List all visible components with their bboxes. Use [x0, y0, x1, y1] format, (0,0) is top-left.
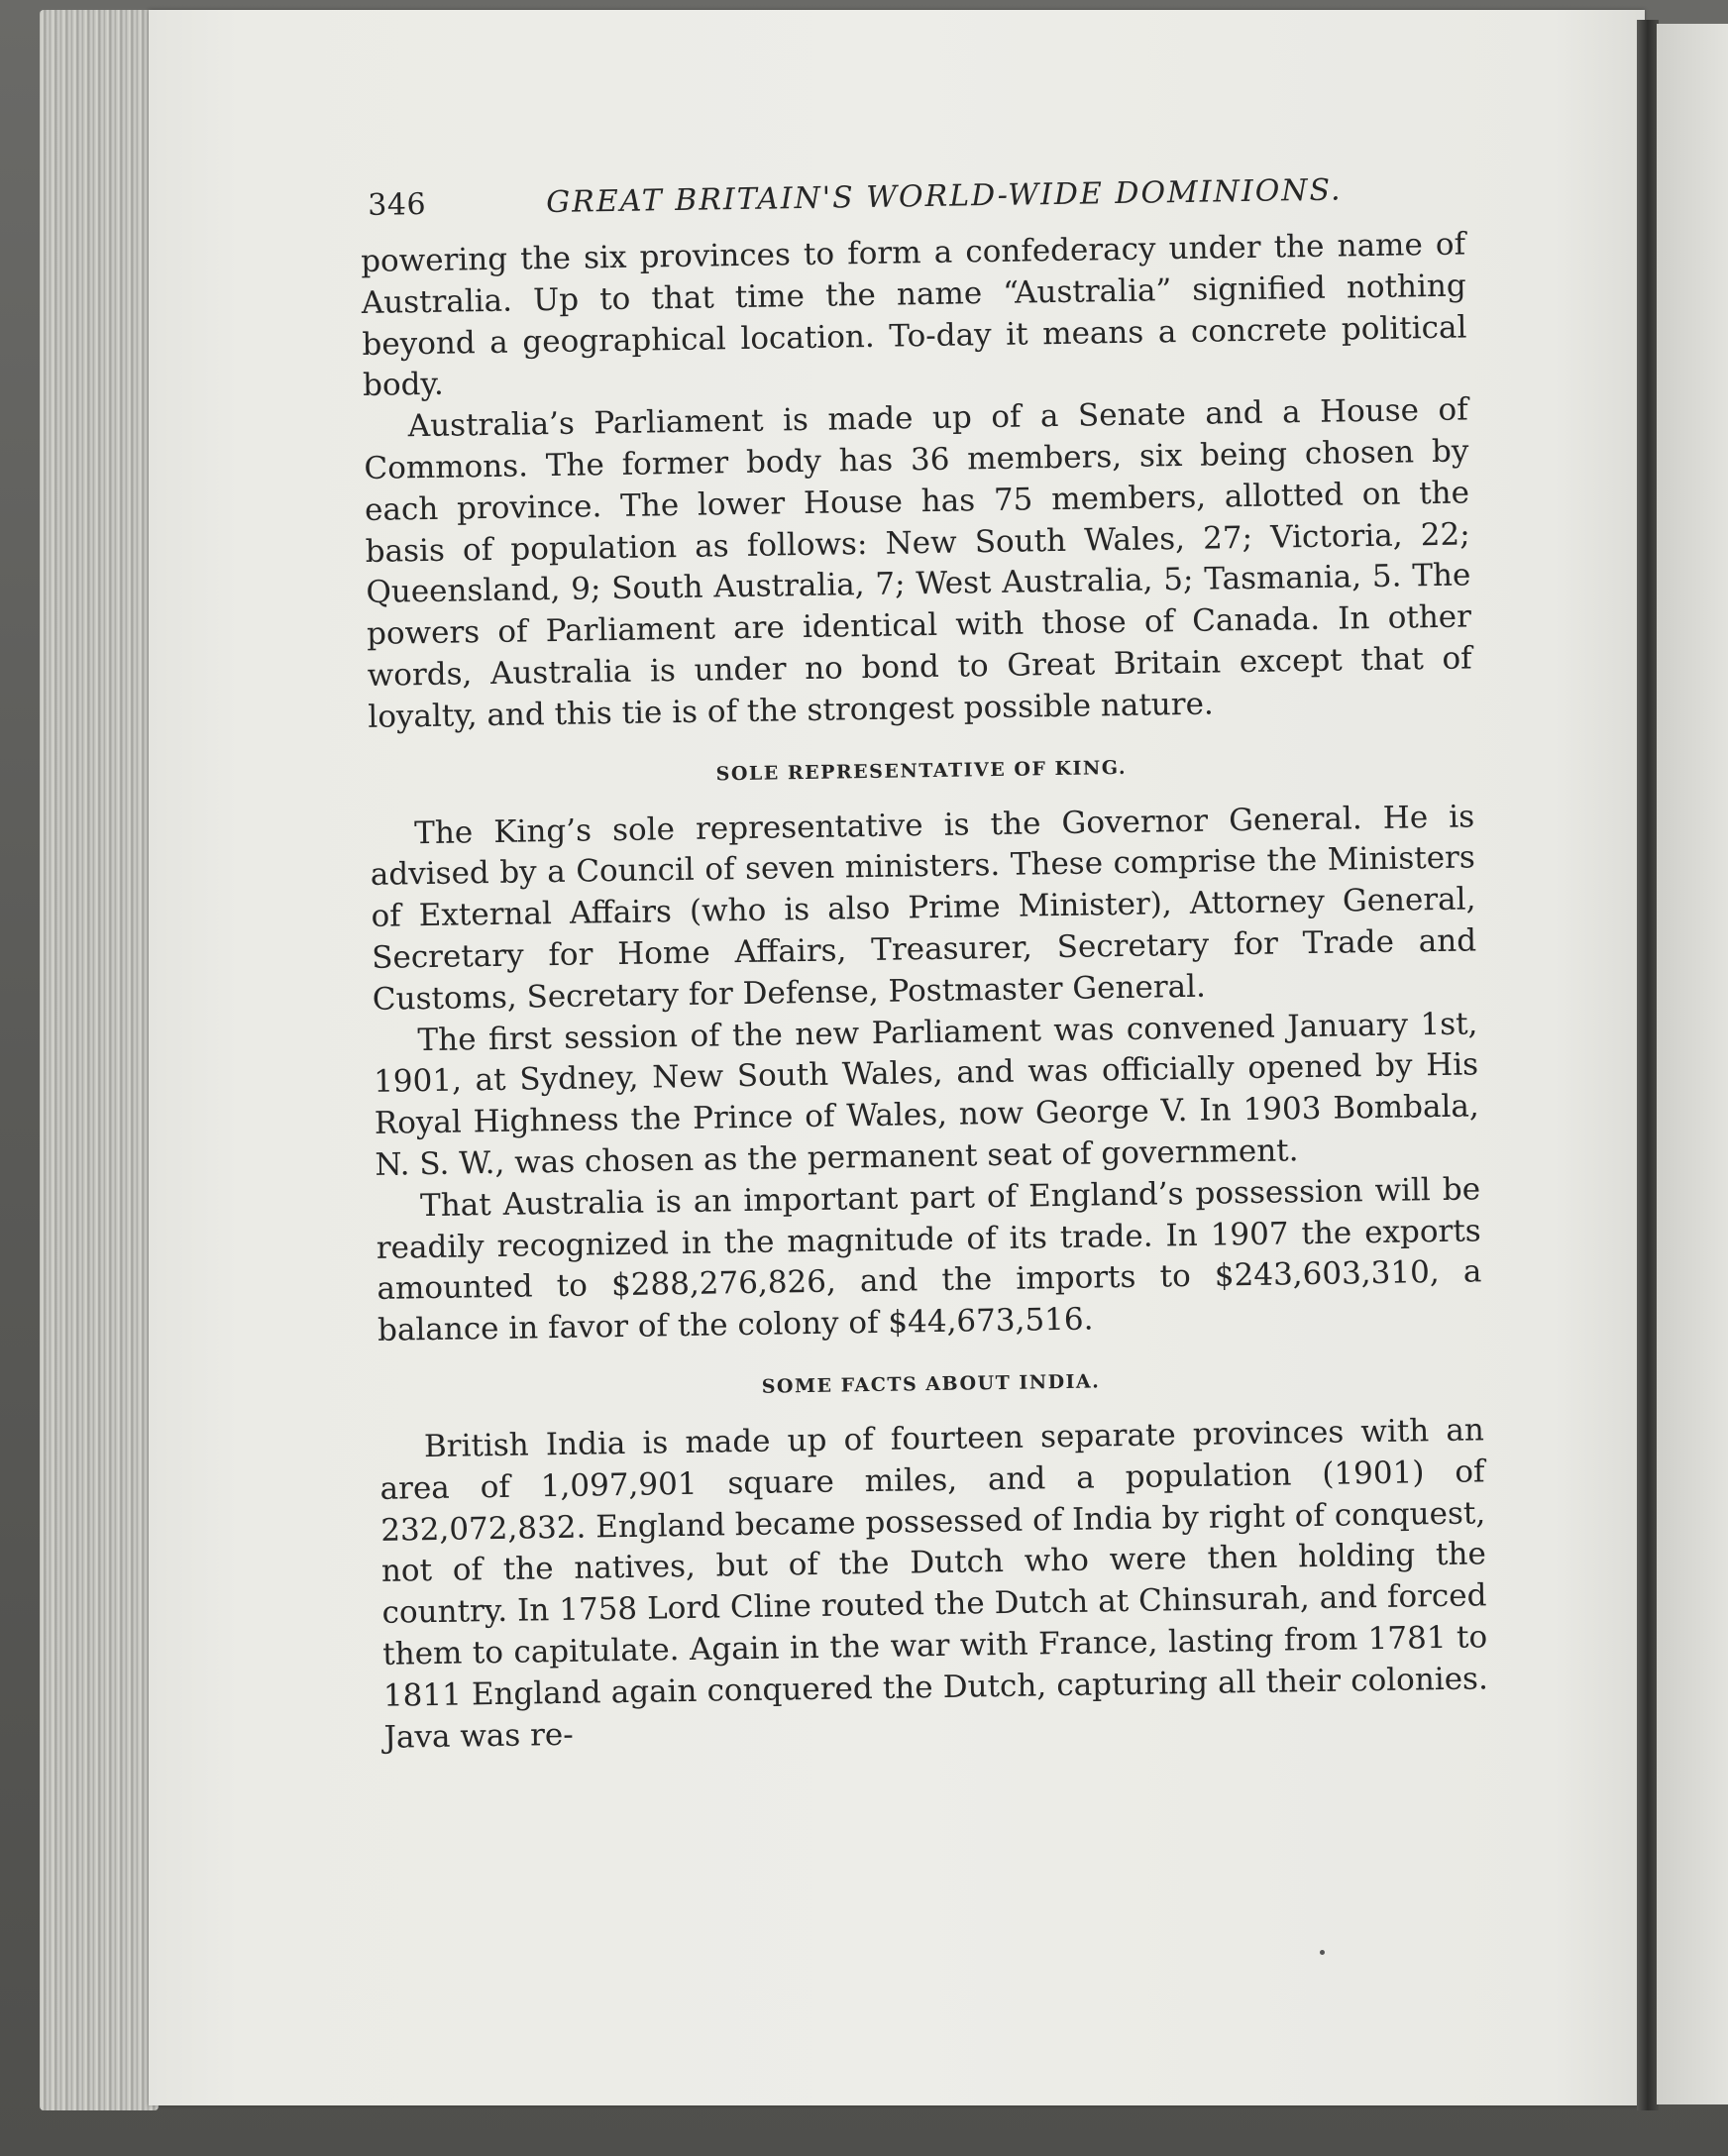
page-text	[360, 170, 1489, 1759]
page-edges	[40, 10, 159, 2110]
page-number: 346	[367, 186, 427, 223]
section-heading-king: SOLE REPRESENTATIVE OF KING.	[715, 756, 1128, 785]
section-heading-india: SOME FACTS ABOUT INDIA.	[761, 1370, 1101, 1398]
facing-page-edge	[1657, 24, 1728, 2104]
paragraph-governor: The King’s sole representative is the Governor General. He is advised by a Council of seven ministers. These comprise the Ministers of External Affairs (who is also Prime Minister), Attorney General, Secretary for Home Affairs, Treasurer, Secretary for Trade and Customs, Secretary for Defense, Postmaster General.	[370, 798, 1477, 1018]
paragraph-india: British India is made up of fourteen separate provinces with an area of 1,097,901 square miles, and a population (1901) of 232,072,832. England became possessed of India by right of conquest, not of the natives, but of the Dutch who were then holding the country. In 1758 Lord Cline routed the Dutch at Chinsurah, and forced them to capitulate. Again in the war with France, lasting from 1781 to 1811 England again conquered the Dutch, capturing all their colonies. Java was re-	[379, 1412, 1489, 1756]
paragraph-continued: powering the six provinces to form a confederacy under the name of Australia. Up to that time the name “Australia” signified nothing beyond a geographical location. To-day it means a concrete political body.	[360, 226, 1467, 404]
paper-speck	[1320, 1950, 1325, 1955]
paragraph-parliament: Australia’s Parliament is made up of a Senate and a House of Commons. The former body has 36 members, six being chosen by each province. The lower House has 75 members, allotted on the basis of population as follows: New South Wales, 27; Victoria, 22; Queensland, 9; South Australia, 7; West Australia, 5; Tasmania, 5. The powers of Parliament are identical with those of Canada. In other words, Australia is under no bond to Great Britain except that of loyalty, and this tie is of the strongest possible nature.	[364, 391, 1472, 735]
paragraph-trade: That Australia is an important part of England’s possession will be readily recognized in the magnitude of its trade. In 1907 the exports amounted to $288,276,826, and the imports to $243,603,310, a balance in favor of the colony of $44,673,516.	[376, 1171, 1482, 1348]
paragraph-first-session: The first session of the new Parliament was convened January 1st, 1901, at Sydney, New South Wales, and was officially opened by His Royal Highness the Prince of Wales, now George V. In 1903 Bombala, N. S. W., was chosen as the permanent seat of government.	[373, 1005, 1479, 1183]
gutter-shadow	[1637, 20, 1659, 2110]
running-title: GREAT BRITAIN'S WORLD-WIDE DOMINIONS.	[545, 172, 1343, 221]
